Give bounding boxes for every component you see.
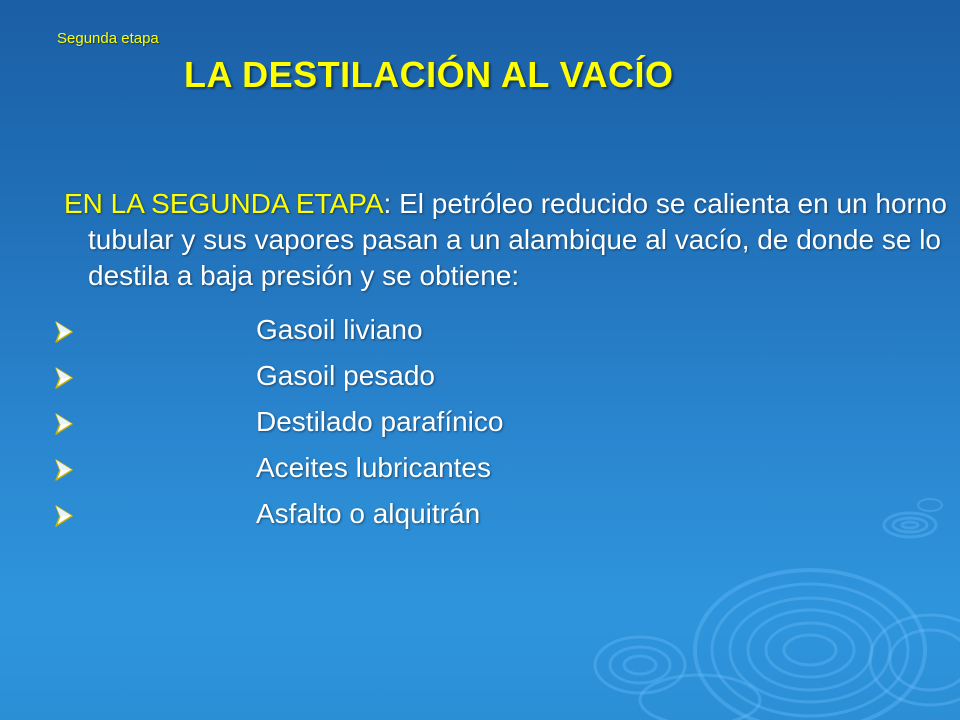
list-item [0, 356, 960, 402]
list-item [0, 494, 960, 540]
list-item [0, 448, 960, 494]
list-item-label: Asfalto o alquitrán [256, 498, 481, 529]
arrow-bullet-icon [53, 366, 75, 390]
arrow-bullet-icon [53, 320, 75, 344]
intro-paragraph [64, 186, 954, 294]
arrow-bullet-icon [53, 458, 75, 482]
list-item-label: Gasoil pesado [256, 360, 436, 391]
products-list [0, 310, 960, 540]
slide-title: LA DESTILACIÓN AL VACÍO [184, 54, 674, 95]
arrow-bullet-icon [53, 504, 75, 528]
list-item [0, 402, 960, 448]
list-item-label: Aceites lubricantes [256, 452, 492, 483]
arrow-bullet-icon [53, 412, 75, 436]
list-item [0, 310, 960, 356]
slide-subtitle: Segunda etapa [57, 30, 159, 47]
list-item-label: Destilado parafínico [256, 406, 504, 437]
paragraph-lead: EN LA SEGUNDA ETAPA [64, 188, 384, 219]
paragraph-text: : El petróleo reducido se calienta en un horno tubular y sus vapores pasan a un alambique al vacío, de donde se lo destila a baja presión y se obtiene: [88, 188, 948, 291]
list-item-label: Gasoil liviano [256, 314, 423, 345]
